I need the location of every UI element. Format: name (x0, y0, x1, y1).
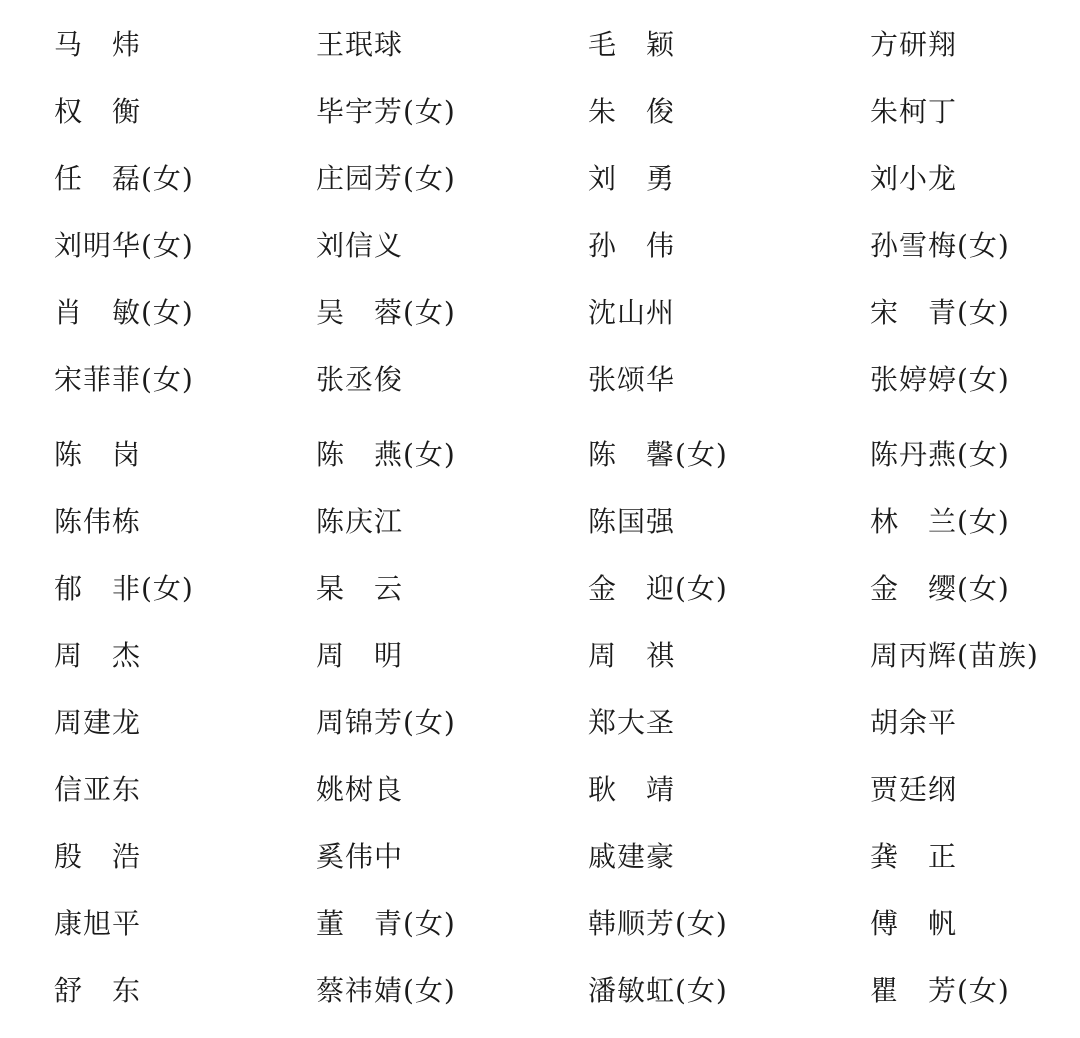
name-entry: 朱 俊 (588, 95, 676, 128)
name-entry: 杲 云 (316, 572, 404, 605)
name-entry: 周 杰 (54, 639, 142, 672)
name-entry: 周锦芳(女) (316, 706, 456, 739)
name-entry: 胡余平 (870, 706, 958, 739)
name-row (54, 899, 1064, 966)
name-row (54, 288, 1064, 355)
name-row (54, 154, 1064, 221)
name-entry: 瞿 芳(女) (870, 974, 1010, 1007)
name-entry: 权 衡 (54, 95, 142, 128)
name-entry: 姚树良 (316, 773, 404, 806)
name-row (54, 221, 1064, 288)
name-entry: 龚 正 (870, 840, 958, 873)
name-entry: 吴 蓉(女) (316, 296, 456, 329)
name-entry: 宋菲菲(女) (54, 363, 194, 396)
name-entry: 毛 颖 (588, 28, 676, 61)
name-entry: 陈 燕(女) (316, 438, 456, 471)
name-entry: 傅 帆 (870, 907, 958, 940)
name-entry: 陈 馨(女) (588, 438, 728, 471)
name-entry: 奚伟中 (316, 840, 404, 873)
name-entry: 周建龙 (54, 706, 142, 739)
name-entry: 蔡祎婧(女) (316, 974, 456, 1007)
name-row (54, 765, 1064, 832)
name-entry: 刘信义 (316, 229, 404, 262)
name-entry: 周丙辉(苗族) (870, 639, 1039, 672)
name-row (54, 355, 1064, 430)
name-entry: 舒 东 (54, 974, 142, 1007)
name-row (54, 87, 1064, 154)
name-row (54, 497, 1064, 564)
name-entry: 陈丹燕(女) (870, 438, 1010, 471)
name-entry: 陈庆江 (316, 505, 404, 538)
name-entry: 郁 非(女) (54, 572, 194, 605)
name-entry: 刘 勇 (588, 162, 676, 195)
name-entry: 沈山州 (588, 296, 676, 329)
name-entry: 贾廷纲 (870, 773, 958, 806)
name-row (54, 564, 1064, 631)
name-entry: 董 青(女) (316, 907, 456, 940)
name-entry: 孙雪梅(女) (870, 229, 1010, 262)
name-entry: 马 炜 (54, 28, 142, 61)
name-entry: 张颂华 (588, 363, 676, 396)
name-row (54, 631, 1064, 698)
name-entry: 康旭平 (54, 907, 142, 940)
name-entry: 张丞俊 (316, 363, 404, 396)
name-row (54, 20, 1064, 87)
name-entry: 方研翔 (870, 28, 958, 61)
name-entry: 郑大圣 (588, 706, 676, 739)
name-entry: 潘敏虹(女) (588, 974, 728, 1007)
name-entry: 金 缨(女) (870, 572, 1010, 605)
name-entry: 王珉球 (316, 28, 404, 61)
name-entry: 陈 岗 (54, 438, 142, 471)
name-entry: 朱柯丁 (870, 95, 958, 128)
name-entry: 毕宇芳(女) (316, 95, 456, 128)
name-entry: 孙 伟 (588, 229, 676, 262)
name-entry: 韩顺芳(女) (588, 907, 728, 940)
name-entry: 戚建豪 (588, 840, 676, 873)
name-row (54, 430, 1064, 497)
name-entry: 刘明华(女) (54, 229, 194, 262)
name-entry: 陈国强 (588, 505, 676, 538)
name-entry: 任 磊(女) (54, 162, 194, 195)
name-entry: 肖 敏(女) (54, 296, 194, 329)
name-entry: 张婷婷(女) (870, 363, 1010, 396)
name-list (54, 20, 1064, 1033)
name-row (54, 832, 1064, 899)
name-entry: 耿 靖 (588, 773, 676, 806)
name-entry: 殷 浩 (54, 840, 142, 873)
name-entry: 周 祺 (588, 639, 676, 672)
name-entry: 陈伟栋 (54, 505, 142, 538)
name-entry: 信亚东 (54, 773, 142, 806)
name-entry: 刘小龙 (870, 162, 958, 195)
name-entry: 庄园芳(女) (316, 162, 456, 195)
name-row (54, 698, 1064, 765)
name-entry: 周 明 (316, 639, 404, 672)
name-row (54, 966, 1064, 1033)
name-entry: 林 兰(女) (870, 505, 1010, 538)
name-entry: 宋 青(女) (870, 296, 1010, 329)
name-entry: 金 迎(女) (588, 572, 728, 605)
